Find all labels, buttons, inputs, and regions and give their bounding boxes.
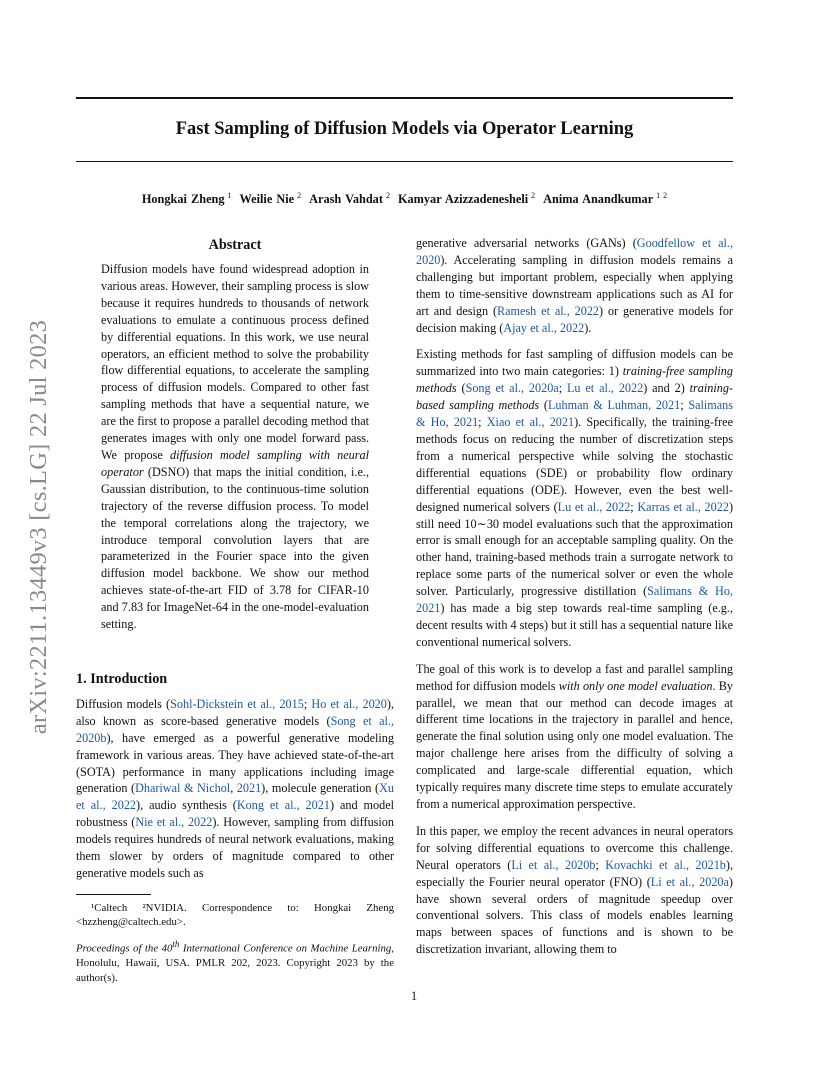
arxiv-stamp (24, 297, 54, 757)
conference-name: International Conference on Machine Learning (179, 942, 392, 955)
body-text: generative adversarial networks (GANs) ( (416, 236, 637, 250)
body-text: ), audio synthesis ( (136, 798, 237, 813)
abstract-text (101, 261, 369, 633)
proceedings-note (76, 937, 394, 985)
author (240, 192, 302, 206)
emphasis-text: training-based sampling methods (416, 381, 733, 413)
author (543, 192, 667, 206)
citation-link[interactable]: Lu et al., 2022 (566, 381, 644, 396)
citation-link[interactable]: Ho et al., 2020 (311, 696, 387, 711)
author-name: Hongkai Zheng (141, 192, 225, 207)
author-name: Arash Vahdat (309, 192, 383, 207)
body-text: Diffusion models ( (76, 696, 171, 711)
body-text: ; (680, 398, 689, 413)
body-text: ; (478, 415, 487, 430)
body-text: ). However, sampling from diffusion models requires hundreds of neural network evaluations, making them slower by orders of magnitude compared to other generative models such as (76, 815, 394, 880)
citation-link[interactable]: Song et al., 2020b (76, 713, 394, 745)
author (398, 192, 535, 206)
paragraph (416, 661, 733, 813)
top-rule (76, 97, 733, 99)
right-column (416, 235, 733, 958)
body-text: (DSNO) that maps the initial condition, i.e., Gaussian distribution, to the continuous-time solution trajectory of the reverse diffusion process. To model the temporal correlations along the trajectory, we introduce temporal convolution layers that are parameterized in the Fourier space into the given diffusion model backbone. We show our method achieves state-of-the-art FID of 3.78 for CIFAR-10 and 7.83 for ImageNet-64 in the one-model-evaluation setting. (101, 464, 369, 632)
citation-link[interactable]: Salimans & Ho, 2021 (416, 584, 733, 616)
conference-number-suffix: th (172, 938, 180, 949)
author (309, 192, 390, 206)
body-text: ), also known as score-based generative models ( (76, 696, 394, 728)
title-bottom-rule (76, 161, 733, 162)
body-text: The goal of this work is to develop a fast and parallel sampling method for diffusion models (416, 661, 733, 693)
author-name: Anima Anandkumar (543, 192, 654, 207)
citation-link[interactable]: Kovachki et al., 2021b (605, 857, 726, 872)
author-affiliation: 2 (528, 191, 536, 200)
emphasis-text: diffusion model sampling with neural operator (101, 447, 369, 479)
citation-link[interactable]: Song et al., 2020a (465, 381, 559, 396)
citation-link[interactable]: Xu et al., 2022 (76, 781, 395, 813)
paper-title: Fast Sampling of Diffusion Models via Operator Learning (175, 119, 634, 139)
body-text: ; (303, 696, 312, 711)
body-text: Diffusion models have found widespread adoption in various areas. However, their sampling process is slow because it requires hundreds to thousands of network evaluations to emulate a continuous process defined by differential equations. In this work, we use neural operators, an efficient method to solve the probability flow differential equations, to accelerate the sampling process of diffusion models. Compared to other fast sampling methods that have a sequential nature, we are the first to propose a parallel decoding method that generates images with only one model forward pass. We propose (101, 262, 369, 462)
citation-link[interactable]: Lu et al., 2022 (557, 499, 631, 514)
page-number: 1 (410, 989, 418, 1003)
citation-link[interactable]: Karras et al., 2022 (637, 499, 729, 514)
body-text: ; (595, 857, 606, 872)
body-text: ), molecule generation ( (261, 781, 380, 796)
author-name: Kamyar Azizzadenesheli (397, 192, 529, 207)
body-text: ( (456, 381, 466, 396)
citation-link[interactable]: Luhman & Luhman, 2021 (547, 398, 681, 413)
citation-link[interactable]: Li et al., 2020b (511, 857, 596, 872)
arxiv-stamp-text: arXiv:2211.13449v3 [cs.LG] 22 Jul 2023 (25, 319, 52, 735)
author-affiliation: 1 (224, 191, 232, 200)
body-text: ; (630, 499, 638, 514)
proceedings-details: , Honolulu, Hawaii, USA. PMLR 202, 2023. Copyright 2023 by the author(s). (76, 942, 394, 984)
author-name: Weilie Nie (239, 192, 295, 207)
body-text: ) and model robustness ( (76, 798, 394, 830)
citation-link[interactable]: Salimans & Ho, 2021 (416, 398, 734, 430)
body-text: ) has made a big step towards real-time sampling (e.g., decent results with 4 steps) but it still has a sequential nature like conventional numerical solvers. (416, 601, 733, 649)
paragraph (416, 346, 733, 650)
body-text: ). (584, 320, 592, 335)
author-affiliation: 1 2 (653, 191, 668, 200)
citation-link[interactable]: Dhariwal & Nichol (135, 781, 231, 796)
body-text: Existing methods for fast sampling of diffusion models can be summarized into two main categories: 1) (416, 347, 733, 379)
author-affiliation: 2 (294, 191, 302, 200)
body-text: In this paper, we employ the recent advances in neural operators for solving differential equations to overcome this challenge. Neural operators ( (416, 823, 733, 872)
author-list (76, 191, 733, 207)
citation-link[interactable]: 2021 (236, 781, 262, 796)
conference-number: 40 (161, 942, 173, 955)
body-text: , (230, 781, 237, 796)
citation-link[interactable]: Kong et al., 2021 (236, 798, 330, 813)
left-column (76, 235, 394, 985)
citation-link[interactable]: Nie et al., 2022 (135, 815, 213, 830)
body-text: ) still need 10∼30 model evaluations such that the approximation error is small enough for an acceptable sampling quality. On the other hand, training-based methods train a surrogate network to replace some parts of the numerical solver or even the whole solver. Particularly, progressive distillation ( (416, 499, 733, 599)
body-text: . By parallel, we mean that our method can decode images at different time locations in the trajectory in parallel and hence, generate the final solution using only one model evaluation. The major challenge here arises from the difficulty of solving a complicated and large-scale differential equation, which typically requires many discrete time steps to emulate accurately from a numerical approximation perspective. (416, 678, 733, 811)
author-affiliation: 2 (382, 191, 390, 200)
introduction-text (76, 696, 394, 882)
emphasis-text: training-free sampling methods (416, 364, 733, 396)
body-text: ). Accelerating sampling in diffusion models remains a challenging but important problem, especially when applying them to time-sensitive downstream applications such as AI for art and design ( (416, 252, 733, 318)
citation-link[interactable]: Sohl-Dickstein et al., 2015 (170, 696, 304, 711)
footnote-rule (76, 894, 151, 895)
affiliation-footnote: ¹Caltech ²NVIDIA. Correspondence to: Hongkai Zheng <hzzheng@caltech.edu>. (76, 901, 394, 929)
body-text: ), have emerged as a powerful generative modeling framework in various areas. They have achieved state-of-the-art (SOTA) performance in many applications including image generation ( (76, 730, 394, 796)
paragraph (416, 235, 733, 336)
body-text: ). Specifically, the training-free methods focus on reducing the number of discretization steps from a numerical perspective while solving the stochastic differential equations (SDE) or probability flow ordinary differential equations (ODE). However, even the best well-designed numerical solvers ( (416, 415, 733, 514)
citation-link[interactable]: Goodfellow et al., 2020 (416, 236, 733, 267)
introduction-heading: 1. Introduction (76, 670, 168, 687)
citation-link[interactable]: Ajay et al., 2022 (503, 320, 585, 335)
author (142, 192, 232, 206)
citation-link[interactable]: Ramesh et al., 2022 (497, 303, 600, 318)
body-text: ( (539, 398, 548, 413)
body-text: ; (558, 381, 567, 396)
abstract-heading: Abstract (208, 237, 262, 253)
body-text: ) and 2) (643, 381, 690, 396)
body-text: ) have shown several orders of magnitude speedup over conventional solvers. This class of models enables learning maps between spaces of functions and is shown to be discretization invariant, allowing them to (416, 874, 733, 957)
body-text: ), especially the Fourier neural operator (FNO) ( (416, 857, 733, 889)
paragraph (416, 823, 733, 958)
proceedings-prefix: Proceedings of the (76, 942, 162, 955)
emphasis-text: with only one model evaluation (558, 678, 713, 693)
citation-link[interactable]: Xiao et al., 2021 (486, 415, 575, 430)
body-text: ) or generative models for decision making ( (416, 303, 733, 335)
citation-link[interactable]: Li et al., 2020a (650, 874, 729, 889)
